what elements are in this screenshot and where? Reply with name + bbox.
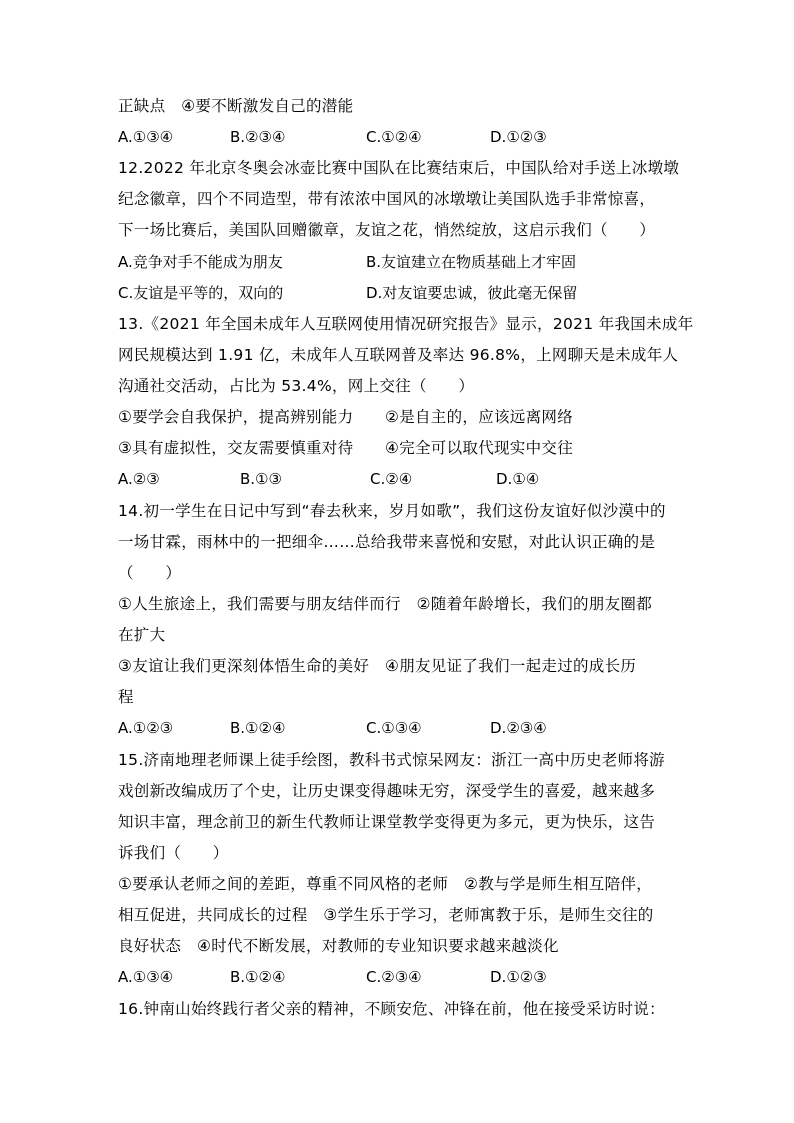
option-d: D.①④ xyxy=(496,470,540,488)
text-line: 沟通社交活动，占比为 53.4%，网上交往（ ） xyxy=(118,377,475,395)
text-line: 在扩大 xyxy=(118,626,166,644)
option-c: C.①②④ xyxy=(366,128,422,146)
text-line: 诉我们（ ） xyxy=(118,844,229,862)
question-14-line: 14.初一学生在日记中写到“春去秋来，岁月如歌”，我们这份友谊好似沙漠中的 xyxy=(118,502,666,520)
option-c: C.②④ xyxy=(370,470,413,488)
text-line: ①要学会自我保护，提高辨别能力 ②是自主的，应该远离网络 xyxy=(118,408,573,426)
option-c: C.友谊是平等的，双向的 xyxy=(118,284,284,302)
option-c: C.①③④ xyxy=(366,719,422,737)
option-b: B.②③④ xyxy=(230,128,286,146)
option-b: B.①③ xyxy=(240,470,282,488)
option-d: D.对友谊要忠诚，彼此毫无保留 xyxy=(366,284,578,302)
options-q15 xyxy=(118,967,678,987)
text-line: 知识丰富，理念前卫的新生代教师让课堂教学变得更为多元，更为快乐，这告 xyxy=(118,813,656,831)
text-line: ①要承认老师之间的差距，尊重不同风格的老师 ②教与学是师生相互陪伴， xyxy=(118,875,652,893)
text-line: ①人生旅途上，我们需要与朋友结伴而行 ②随着年龄增长，我们的朋友圈都 xyxy=(118,595,652,613)
text-line: ③友谊让我们更深刻体悟生命的美好 ④朋友见证了我们一起走过的成长历 xyxy=(118,657,637,675)
text-line: 正缺点 ④要不断激发自己的潜能 xyxy=(118,97,354,115)
text-line: 程 xyxy=(118,688,134,706)
option-b: B.①②④ xyxy=(230,719,286,737)
question-16-line: 16.钟南山始终践行者父亲的精神，不顾安危、冲锋在前，他在接受采访时说： xyxy=(118,1000,665,1018)
options-q12-row2 xyxy=(118,283,678,303)
question-12-line: 12.2022 年北京冬奥会冰壶比赛中国队在比赛结束后，中国队给对手送上冰墩墩 xyxy=(118,159,680,177)
option-a: A.①③④ xyxy=(118,968,174,986)
option-d: D.①②③ xyxy=(490,968,547,986)
option-d: D.②③④ xyxy=(490,719,547,737)
text-line: 良好状态 ④时代不断发展，对教师的专业知识要求越来越淡化 xyxy=(118,937,559,955)
text-line: 戏创新改编成历了个史，让历史课变得趣味无穷，深受学生的喜爱，越来越多 xyxy=(118,782,656,800)
option-a: A.①②③ xyxy=(118,719,174,737)
option-a: A.②③ xyxy=(118,470,160,488)
text-line: 纪念徽章，四个不同造型，带有浓浓中国风的冰墩墩让美国队选手非常惊喜， xyxy=(118,190,656,208)
text-line: （ ） xyxy=(118,564,182,582)
option-b: B.①②④ xyxy=(230,968,286,986)
option-d: D.①②③ xyxy=(490,128,547,146)
text-line: 一场甘霖，雨林中的一把细伞……总给我带来喜悦和安慰，对此认识正确的是 xyxy=(118,533,656,551)
options-q13 xyxy=(118,469,678,489)
question-15-line: 15.济南地理老师课上徒手绘图，教科书式惊呆网友：浙江一高中历史老师将游 xyxy=(118,751,665,769)
option-b: B.友谊建立在物质基础上才牢固 xyxy=(366,253,577,271)
options-q11 xyxy=(118,127,678,147)
options-q12-row1 xyxy=(118,252,678,272)
text-line: 相互促进，共同成长的过程 ③学生乐于学习，老师寓教于乐，是师生交往的 xyxy=(118,906,654,924)
option-a: A.①③④ xyxy=(118,128,174,146)
option-c: C.②③④ xyxy=(366,968,422,986)
options-q14 xyxy=(118,718,678,738)
text-line: 网民规模达到 1.91 亿，未成年人互联网普及率达 96.8%，上网聊天是未成年人 xyxy=(118,346,679,364)
option-a: A.竞争对手不能成为朋友 xyxy=(118,253,283,271)
text-line: ③具有虚拟性，交友需要慎重对待 ④完全可以取代现实中交往 xyxy=(118,439,573,457)
question-13-line: 13.《2021 年全国未成年人互联网使用情况研究报告》显示，2021 年我国未成年 xyxy=(118,315,694,333)
text-line: 下一场比赛后，美国队回赠徽章，友谊之花，悄然绽放，这启示我们（ ） xyxy=(118,221,656,239)
